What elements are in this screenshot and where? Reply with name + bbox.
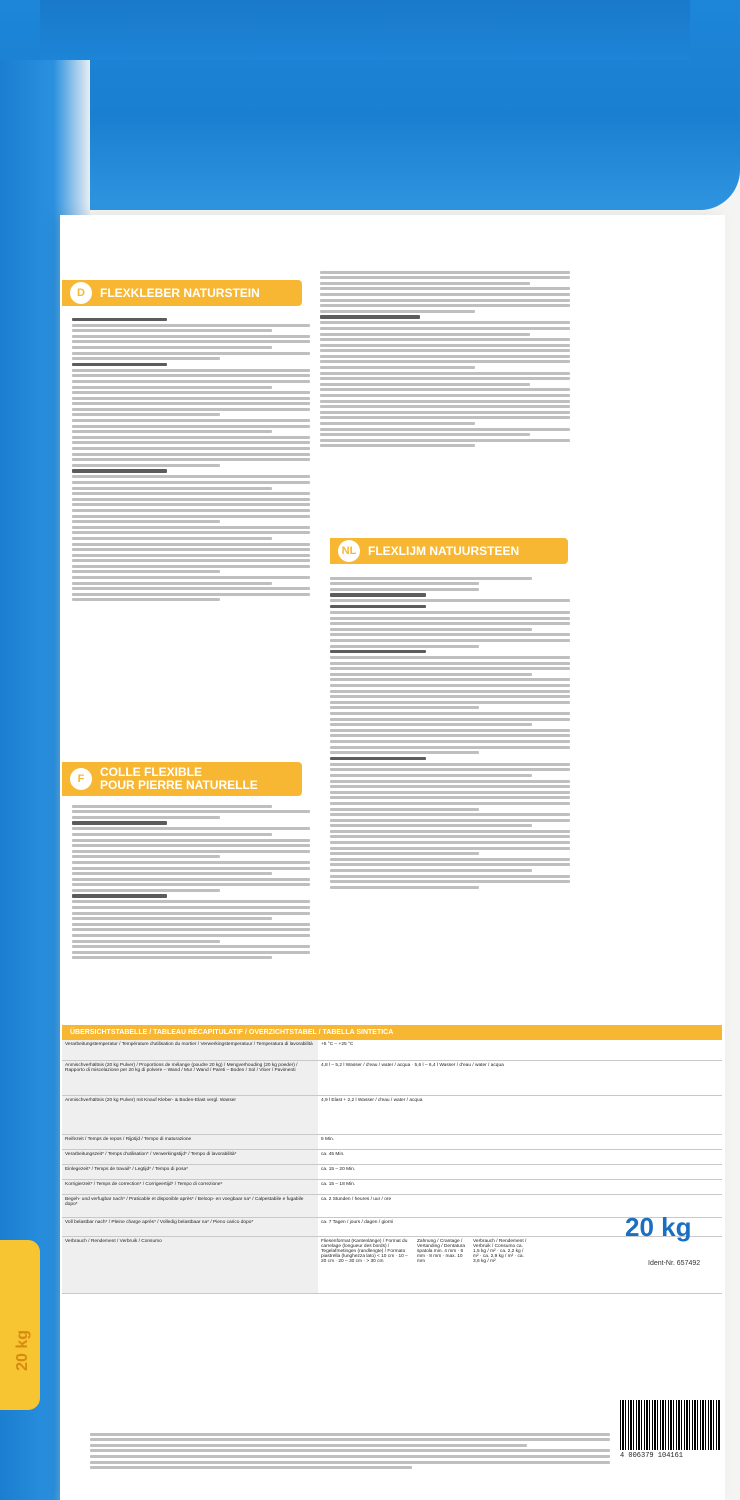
bag-yellow-edge [0,1240,40,1410]
barcode-number: 4 006379 104161 [620,1452,684,1460]
table-row-label: Einlegezeit* / Temps de travail* / Legtijd* / Tempo di posa* [62,1165,318,1179]
barcode [620,1400,720,1470]
table-row [62,1150,722,1165]
section-title-fr-line1: COLLE FLEXIBLE [100,765,202,779]
summary-table-title: ÜBERSICHTSTABELLE / TABLEAU RÉCAPITULATIF / OVERZICHTSTABEL / TABELLA SINTETICA [62,1025,722,1040]
table-row-value: 4,9 l Elast + 2,2 l Wasser / d'eau / water / acqua [321,1098,423,1103]
footnotes [90,1430,610,1472]
table-row-label: Reifezeit / Temps de repos / Rijptijd / Tempo di maturazione [62,1135,318,1149]
table-row-value: 5 Min. [321,1137,335,1142]
table-row-label: Verarbeitungstemperatur / Température d'utilisation du mortier / Verwerkingstemperatuur / Temperatura di lavorabilità [62,1040,318,1060]
language-badge-fr: F [70,768,92,790]
language-badge-nl: NL [338,540,360,562]
table-row-label: Voll belastbar nach* / Pleine charge après* / Volledig belastbaar na* / Pieno carico dopo* [62,1218,318,1236]
text-block-de [72,315,310,735]
consumption-notch: Zahnung / Crantage / Vertanding / Dentatura spatola min. 4 mm · 6 mm · 8 mm · max. 10 mm [417,1239,466,1264]
text-block-nl [330,574,570,1019]
product-weight: 20 kg [625,1212,692,1242]
section-title-nl: FLEXLIJM NATUURSTEEN [368,543,520,558]
table-row-label: Verbrauch / Rendement / Verbruik / Consumo [62,1237,318,1293]
table-row [62,1165,722,1180]
section-title-de: FLEXKLEBER NATURSTEIN [100,285,260,300]
table-row-label: Verarbeitungszeit* / Temps d'utilisation* / Verwerkingstijd* / Tempo di lavorabilità* [62,1150,318,1164]
ident-number: Ident-Nr. 657492 [648,1260,701,1267]
table-row-label: Anmischverhältnis (20 kg Pulver) / Proportions de mélange (poudre 20 kg) / Mengverhouding (20 kg poeder) / Rapporto di miscelazione per 20 kg di polvere – Wand / Mur / Wand / Pareti – Boden / Sol / Vloer / Pavimenti [62,1061,318,1095]
table-row [62,1096,722,1135]
table-row-label: Begeh- und verfugbar nach* / Praticable et disponible après* / Beloop- en voegbaar na* / Calpestabile e fugabile dopo* [62,1195,318,1217]
table-row [62,1195,722,1218]
table-row [62,1135,722,1150]
table-row [62,1180,722,1195]
text-block-fr [72,802,310,1014]
section-header-fr [62,762,302,796]
table-row-value: ca. 7 Tagen / jours / dagen / giorni [321,1220,394,1225]
side-weight-label: 20 kg [14,1330,31,1371]
language-badge-de: D [70,282,92,304]
table-row-label: Anmischverhältnis (20 kg Pulver) mit Knauf Kleber- & Boden-Elast vergl. Wasser [62,1096,318,1134]
table-row-value: +5 °C – +25 °C [321,1042,354,1047]
section-title-fr-line2: POUR PIERRE NATURELLE [100,778,258,792]
table-row [62,1218,722,1237]
summary-table [62,1025,722,1294]
section-title-fr [100,766,258,792]
table-row-value: ca. 2 Stunden / heures / uur / ore [321,1197,392,1202]
bag-fold [40,0,690,60]
barcode-bars [620,1400,720,1450]
table-row-value: 4,8 l – 5,2 l Wasser / d'eau / water / acqua · 5,6 l – 6,4 l Wasser / d'eau / water / acqua [321,1063,504,1068]
consumption-format: Fliesenformat (Kantenlänge) / Format du carrelage (longueur des bords) / Tegelafmetingen (randlengte) / Formato piastrella (lunghezza lato) < 10 cm · 10 – 20 cm · 20 – 30 cm · > 30 cm [321,1239,408,1264]
consumption-usage: Verbrauch / Rendement / Verbruik / Consumo ca. 1,5 kg / m² · ca. 2,2 kg / m² · ca. 2,9 kg / m² · ca. 3,6 kg / m² [473,1239,527,1264]
table-row-value: ca. 45 Min. [321,1152,345,1157]
section-header-de [62,280,302,306]
table-row [62,1237,722,1294]
text-block-fr-continued [320,268,570,523]
section-header-nl [330,538,568,564]
table-row-value: ca. 15 – 20 Min. [321,1167,356,1172]
table-row-value: ca. 15 – 18 Min. [321,1182,356,1187]
table-row [62,1061,722,1096]
table-row [62,1040,722,1061]
table-row-label: Korrigierzeit* / Temps de correction* / Corrigeertijd* / Tempo di correzione* [62,1180,318,1194]
